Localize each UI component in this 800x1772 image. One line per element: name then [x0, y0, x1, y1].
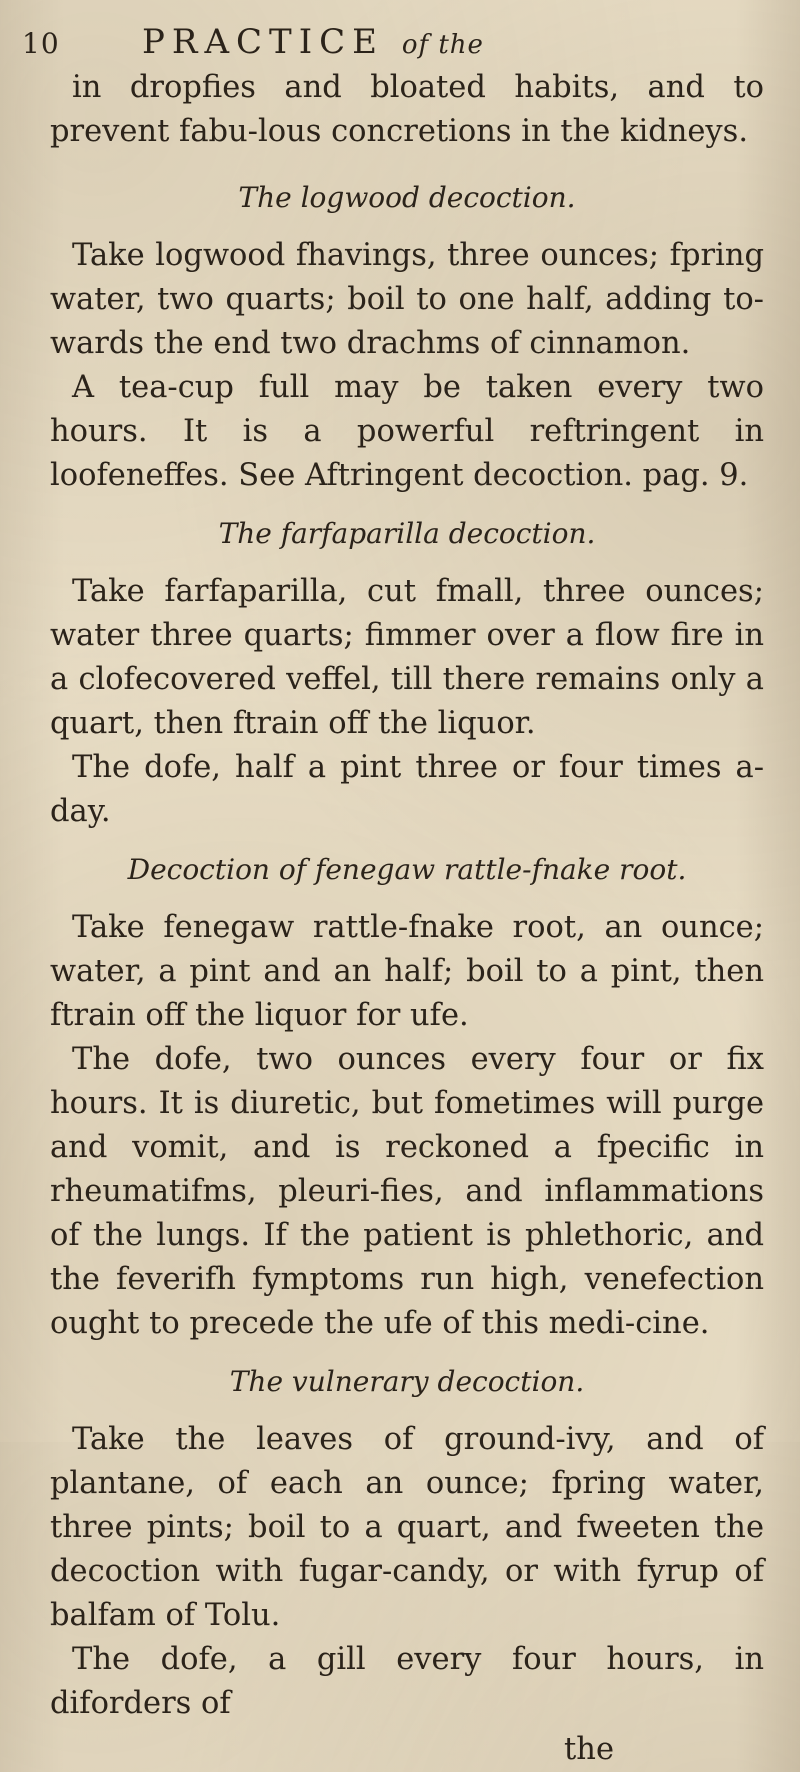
intro-paragraph: in dropfies and bloated habits, and to prevent fabu-lous concretions in the kidneys.	[50, 70, 764, 149]
page-number: 10	[22, 27, 60, 60]
senegaw-paragraph-2: The dofe, two ounces every four or fix hours. It is diuretic, but fometimes will purge and vomit, and is reckoned a fpecific in rheumatifms, pleuri-fies, and inflammations of the lungs. If the patient is phlethoric, and the feverifh fymptoms run high, venefection ought to precede the ufe of this medi-cine.	[50, 1042, 764, 1341]
logwood-heading: The logwood decoction.	[238, 181, 576, 214]
running-head-small: of the	[401, 30, 484, 60]
page-body	[50, 66, 764, 1772]
senegaw-paragraph-1: Take fenegaw rattle-fnake root, an ounce; water, a pint and an half; boil to a pint, then ftrain off the liquor for ufe.	[50, 910, 764, 1033]
logwood-paragraph-1: Take logwood fhavings, three ounces; fpring water, two quarts; boil to one half, adding to-wards the end two drachms of cinnamon.	[50, 238, 764, 361]
catchword: the	[564, 1732, 614, 1767]
sarsaparilla-paragraph-1: Take farfaparilla, cut fmall, three ounces; water three quarts; fimmer over a flow fire in a clofecovered veffel, till there remains only a quart, then ftrain off the liquor.	[50, 574, 764, 741]
senegaw-heading: Decoction of fenegaw rattle-fnake root.	[127, 853, 687, 886]
vulnerary-heading: The vulnerary decoction.	[229, 1365, 585, 1398]
vulnerary-paragraph-1: Take the leaves of ground-ivy, and of plantane, of each an ounce; fpring water, three pints; boil to a quart, and fweeten the decoction with fugar-candy, or with fyrup of balfam of Tolu.	[50, 1422, 764, 1633]
running-head	[142, 22, 484, 62]
sarsaparilla-heading: The farfaparilla decoction.	[218, 517, 596, 550]
logwood-paragraph-2: A tea-cup full may be taken every two hours. It is a powerful reftringent in loofeneffes. See Aftringent decoction. pag. 9.	[50, 370, 764, 493]
vulnerary-paragraph-2: The dofe, a gill every four hours, in diforders of	[50, 1642, 764, 1721]
sarsaparilla-paragraph-2: The dofe, half a pint three or four times a-day.	[50, 750, 764, 829]
running-head-main: PRACTICE	[142, 22, 384, 62]
page-header	[22, 22, 770, 68]
